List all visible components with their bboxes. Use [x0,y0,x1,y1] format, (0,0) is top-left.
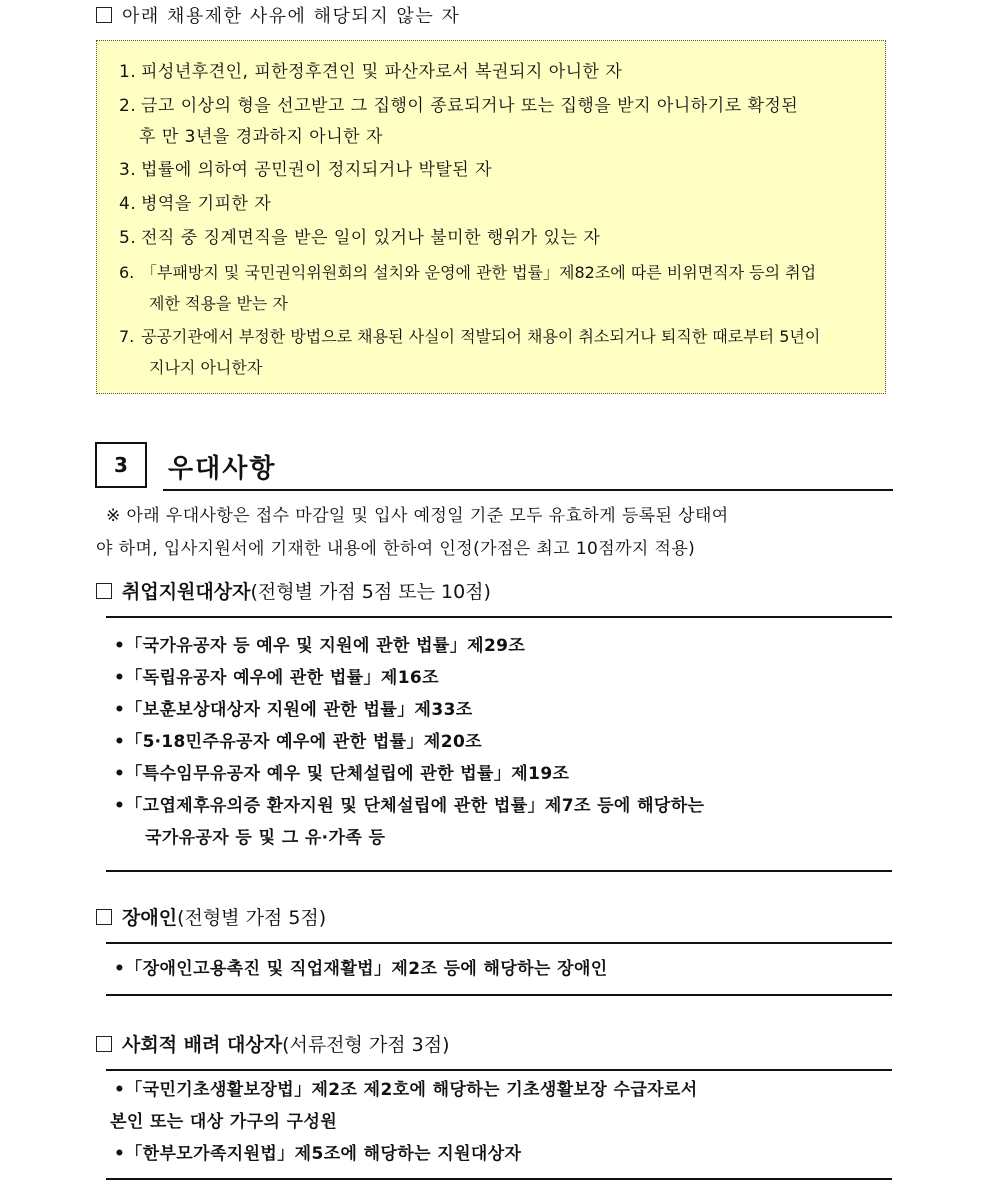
section-title: 우대사항 [168,454,277,484]
group-detail: (전형별 가점 5점 또는 10점) [250,581,491,603]
restriction-text-cont: 후 만 3년을 경과하지 아니한 자 [139,127,383,147]
restriction-item [119,189,885,220]
group-detail: (서류전형 가점 3점) [282,1034,450,1056]
list-item: •「특수임무유공자 예우 및 단체설립에 관한 법률」제19조 [114,764,570,784]
preference-note [96,500,894,566]
restriction-number: 5. [119,228,137,248]
divider [106,616,892,618]
list-item: •「국민기초생활보장법」제2조 제2호에 해당하는 기초생활보장 수급자로서 [114,1080,698,1100]
list-item: •「장애인고용촉진 및 직업재활법」제2조 등에 해당하는 장애인 [114,959,608,979]
checkbox-square-icon [96,7,112,23]
list-item: •「보훈보상대상자 지원에 관한 법률」제33조 [114,700,473,720]
group-title: 취업지원대상자 [122,581,251,603]
group-title: 장애인 [122,907,178,929]
list-item: •「고엽제후유의증 환자지원 및 단체설립에 관한 법률」제7조 등에 해당하는 [114,796,705,816]
restriction-item [119,57,885,88]
restriction-item [119,321,885,383]
restriction-item [119,257,885,319]
checkbox-square-icon [96,583,112,599]
divider [106,1069,892,1071]
list-item: •「국가유공자 등 예우 및 지원에 관한 법률」제29조 [114,636,526,656]
list-item: •「한부모가족지원법」제5조에 해당하는 지원대상자 [114,1144,522,1164]
restriction-text: 전직 중 징계면직을 받은 일이 있거나 불미한 행위가 있는 자 [141,228,601,248]
group-heading-social [96,1030,450,1057]
restriction-number: 3. [119,160,137,180]
restriction-number: 4. [119,194,137,214]
restriction-number: 7. [119,327,135,346]
note-line: ※ 아래 우대사항은 접수 마감일 및 입사 예정일 기준 모두 유효하게 등록된 상태여 [106,506,729,526]
group-detail: (전형별 가점 5점) [177,907,327,929]
list-item-cont: 국가유공자 등 및 그 유·가족 등 [145,828,386,848]
section-number-box [95,442,147,488]
restriction-text: 병역을 기피한 자 [141,194,272,214]
restriction-number: 1. [119,62,137,82]
restriction-text: 「부패방지 및 국민권익위원회의 설치와 운영에 관한 법률」제82조에 따른 비위면직자 등의 취업 [141,263,817,282]
list-item-cont: 본인 또는 대상 가구의 구성원 [110,1112,338,1132]
restriction-item [119,223,885,254]
restriction-heading-text: 아래 채용제한 사유에 해당되지 않는 자 [122,6,461,27]
list-item: •「5‧18민주유공자 예우에 관한 법률」제20조 [114,732,482,752]
restriction-text: 법률에 의하여 공민권이 정지되거나 박탈된 자 [141,160,493,180]
restriction-text-cont: 제한 적용을 받는 자 [149,294,288,313]
section-title-underline [163,489,893,491]
group-title: 사회적 배려 대상자 [122,1034,283,1056]
restriction-number: 2. [119,96,137,116]
restriction-number: 6. [119,263,135,282]
group-heading-employment [96,577,491,604]
restriction-text-cont: 지나지 아니한자 [149,358,263,377]
restriction-item [119,91,885,153]
list-item: •「독립유공자 예우에 관한 법률」제16조 [114,668,439,688]
restriction-text: 금고 이상의 형을 선고받고 그 집행이 종료되거나 또는 집행을 받지 아니하기로 확정된 [141,96,799,116]
note-line: 야 하며, 입사지원서에 기재한 내용에 한하여 인정(가점은 최고 10점까지 적용) [96,539,696,559]
divider [106,870,892,872]
restriction-text: 공공기관에서 부정한 방법으로 채용된 사실이 적발되어 채용이 취소되거나 퇴직한 때로부터 5년이 [141,327,821,346]
divider [106,994,892,996]
restriction-text: 피성년후견인, 피한정후견인 및 파산자로서 복권되지 아니한 자 [141,62,623,82]
section-number: 3 [114,453,128,477]
restriction-item [119,155,885,186]
restriction-box [96,40,886,394]
divider [106,1178,892,1180]
restriction-heading [96,2,460,28]
group-heading-disabled [96,903,326,930]
checkbox-square-icon [96,909,112,925]
checkbox-square-icon [96,1036,112,1052]
divider [106,942,892,944]
